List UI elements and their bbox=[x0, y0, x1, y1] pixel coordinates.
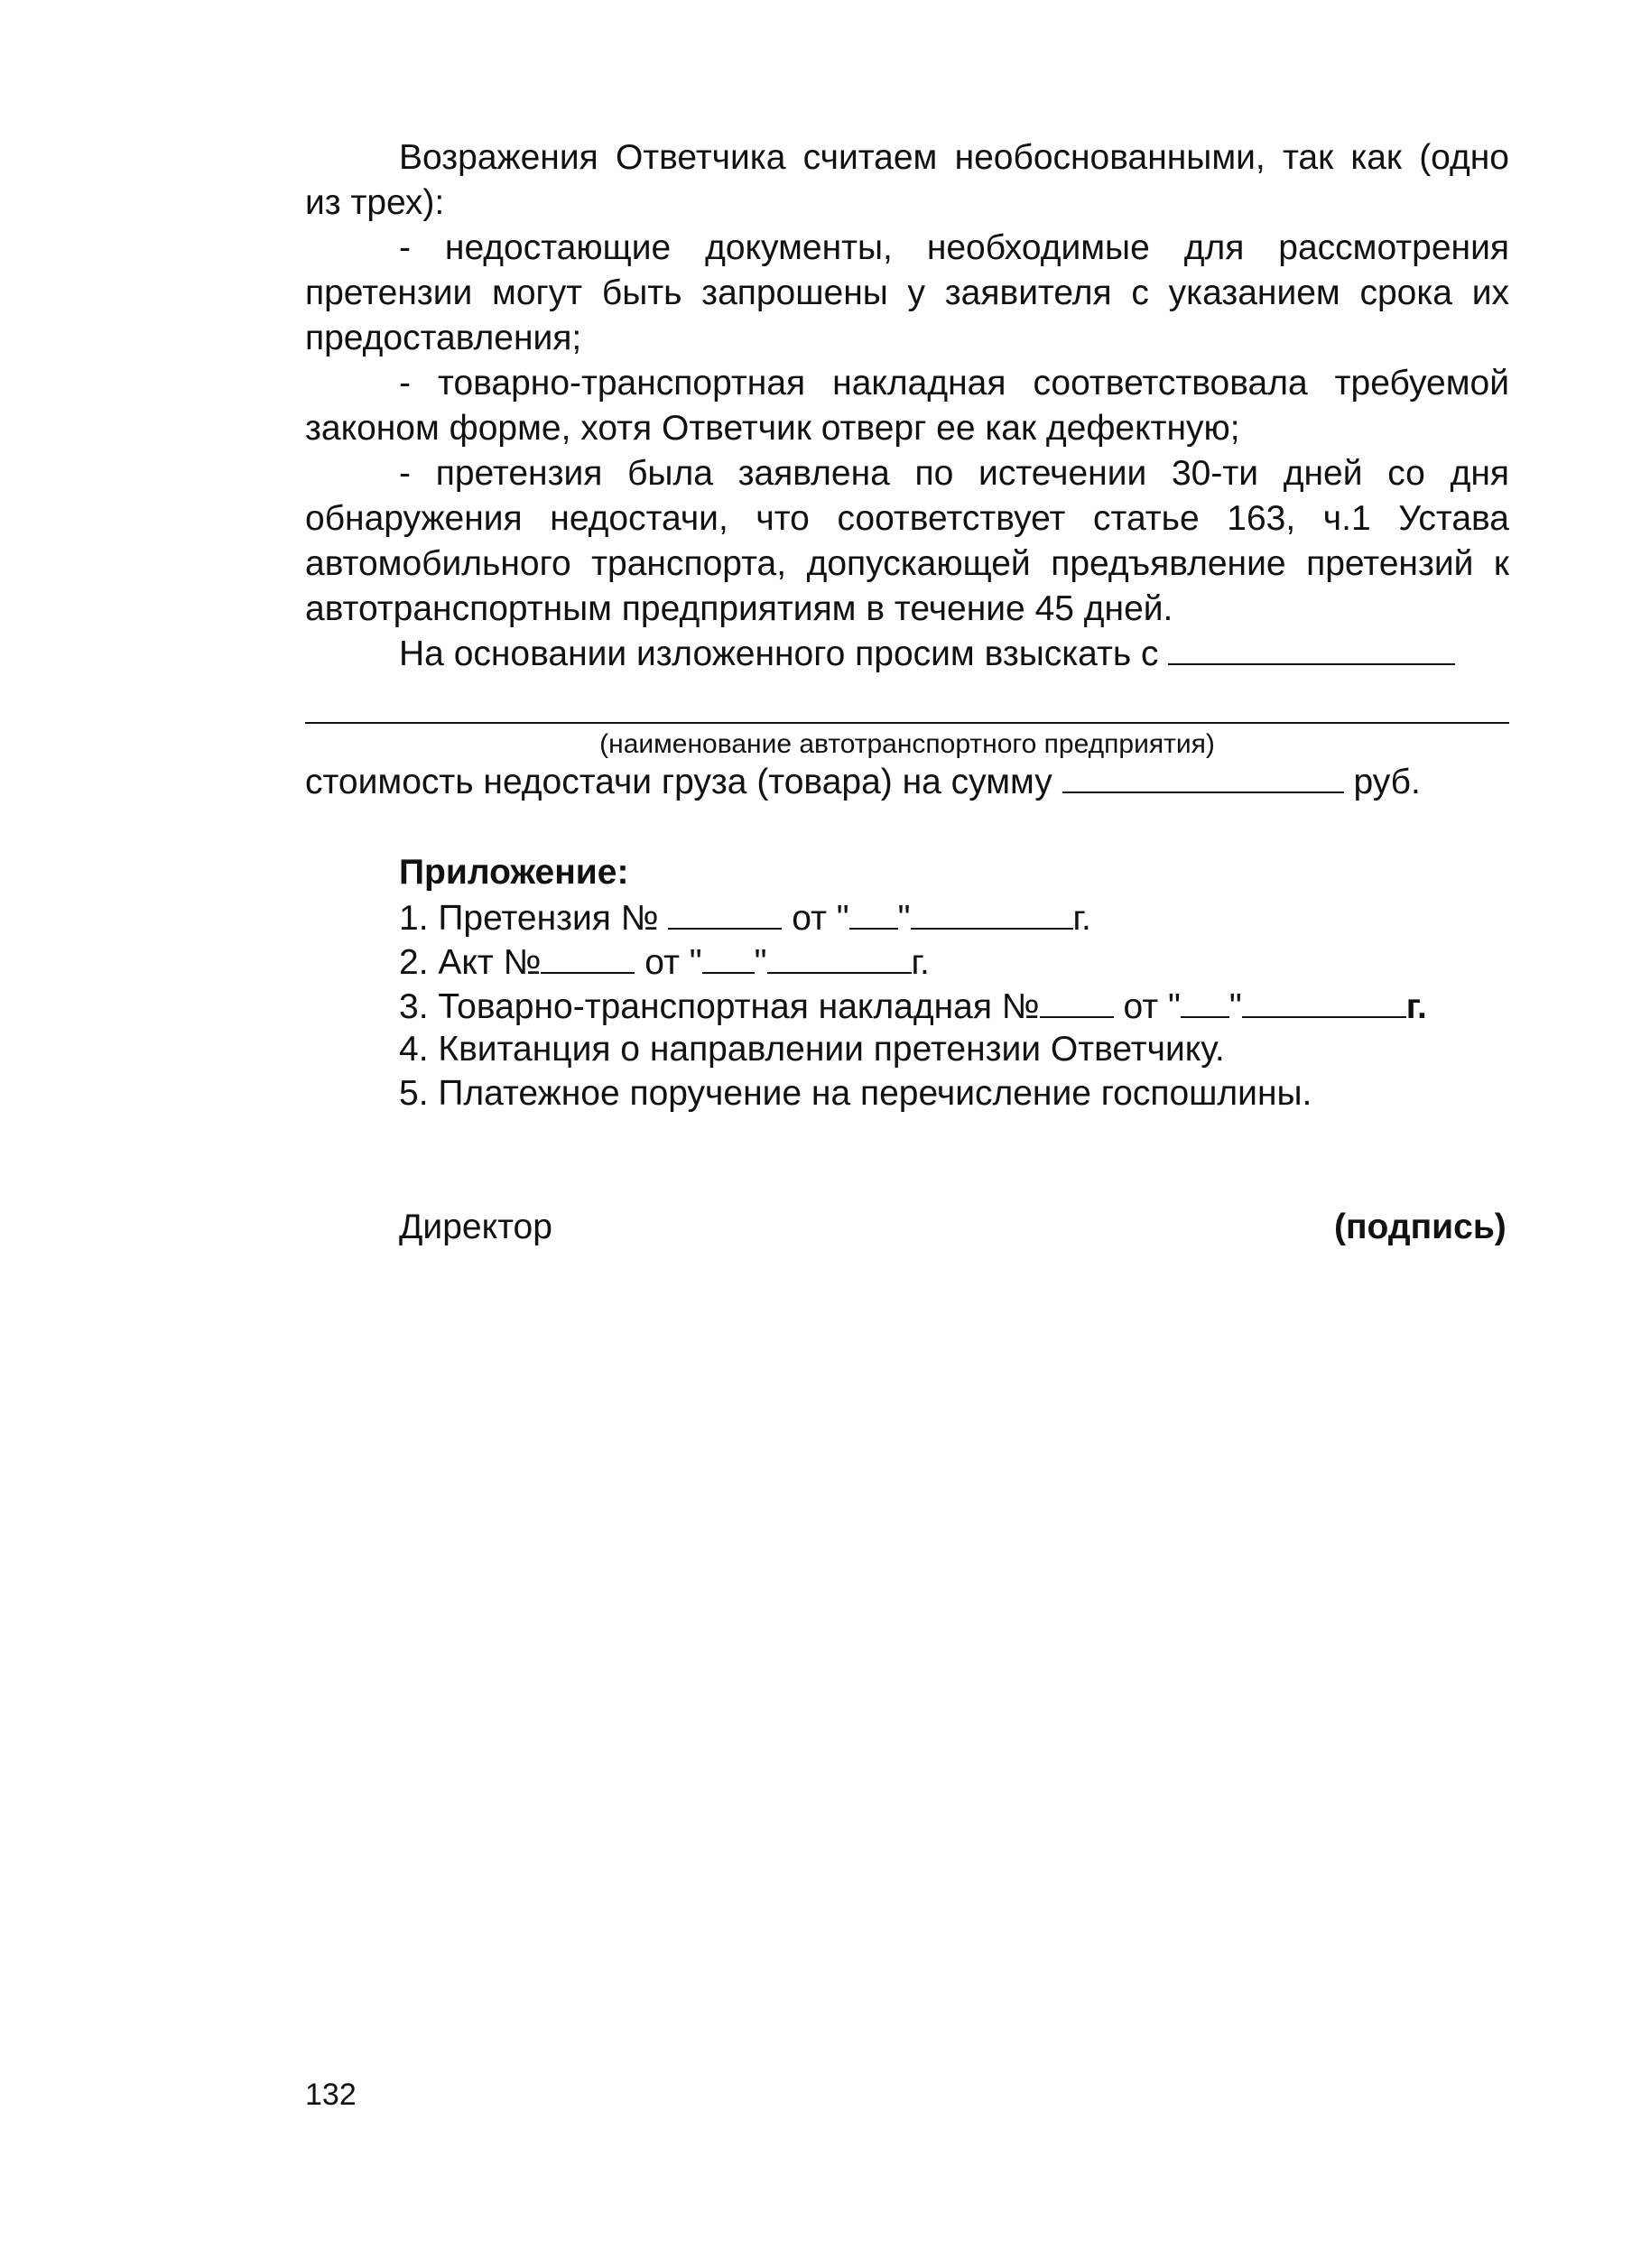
item1-year: г. bbox=[1072, 899, 1091, 938]
item2-from: от " bbox=[644, 943, 702, 982]
item1-label: 1. Претензия № bbox=[399, 899, 659, 938]
paragraph-missing-documents: - недостающие документы, необходимые для рассмотрения претензии могут быть запрошены у заявителя с указанием срока их предоставления; bbox=[305, 228, 1509, 357]
item3-year: г. bbox=[1405, 987, 1427, 1026]
item3-label: 3. Товарно-транспортная накладная № bbox=[399, 987, 1040, 1026]
signature-placeholder: (подпись) bbox=[1334, 1208, 1507, 1246]
page-number: 132 bbox=[305, 2078, 357, 2112]
amount-row bbox=[305, 761, 1421, 802]
item2-number-blank bbox=[541, 941, 635, 974]
item1-quote: " bbox=[897, 899, 911, 938]
item2-month-blank bbox=[767, 941, 912, 974]
item3-month-blank bbox=[1242, 986, 1406, 1018]
appendix-item-3 bbox=[399, 986, 1427, 1027]
paragraph-waybill: - товарно-транспортная накладная соответствовала требуемой законом форме, хотя Ответчик отверг ее как дефектную; bbox=[305, 364, 1509, 448]
item3-from: от " bbox=[1123, 987, 1181, 1026]
appendix-item-2 bbox=[399, 941, 930, 983]
item3-day-blank bbox=[1181, 986, 1229, 1018]
appendix-item-5: 5. Платежное поручение на перечисление госпошлины. bbox=[399, 1074, 1312, 1113]
company-name-caption: (наименование автотранспортного предприятия) bbox=[599, 729, 1215, 759]
request-text: На основании изложенного просим взыскать с bbox=[399, 634, 1159, 673]
company-name-line bbox=[305, 722, 1509, 724]
amount-prefix: стоимость недостачи груза (товара) на сумму bbox=[305, 763, 1052, 801]
item1-from: от " bbox=[792, 899, 849, 938]
main-text bbox=[305, 135, 1509, 677]
amount-suffix: руб. bbox=[1353, 763, 1421, 801]
item3-number-blank bbox=[1040, 986, 1114, 1018]
item2-label: 2. Акт № bbox=[399, 943, 542, 982]
item3-quote: " bbox=[1228, 987, 1242, 1026]
paragraph-request bbox=[305, 632, 1509, 677]
appendix-heading: Приложение: bbox=[399, 853, 629, 892]
paragraph-objections: Возражения Ответчика считаем необоснованными, так как (одно из трех): bbox=[305, 138, 1509, 222]
item2-year: г. bbox=[911, 943, 930, 982]
item1-day-blank bbox=[849, 897, 898, 930]
company-blank bbox=[1168, 633, 1455, 665]
appendix-item-4: 4. Квитанция о направлении претензии Ответчику. bbox=[399, 1030, 1225, 1069]
item1-month-blank bbox=[911, 897, 1073, 930]
amount-blank bbox=[1062, 761, 1344, 793]
appendix-item-1 bbox=[399, 897, 1091, 939]
signature-role: Директор bbox=[399, 1208, 552, 1246]
item2-day-blank bbox=[702, 941, 755, 974]
item1-number-blank bbox=[668, 897, 782, 930]
paragraph-claim-term: - претензия была заявлена по истечении 30-ти дней со дня обнаружения недостачи, что соответствует статье 163, ч.1 Устава автомобильного транспорта, допускающей предъявление претензий к автотранспортным предприятиям в течение 45 дней. bbox=[305, 454, 1509, 628]
item2-quote: " bbox=[754, 943, 767, 982]
